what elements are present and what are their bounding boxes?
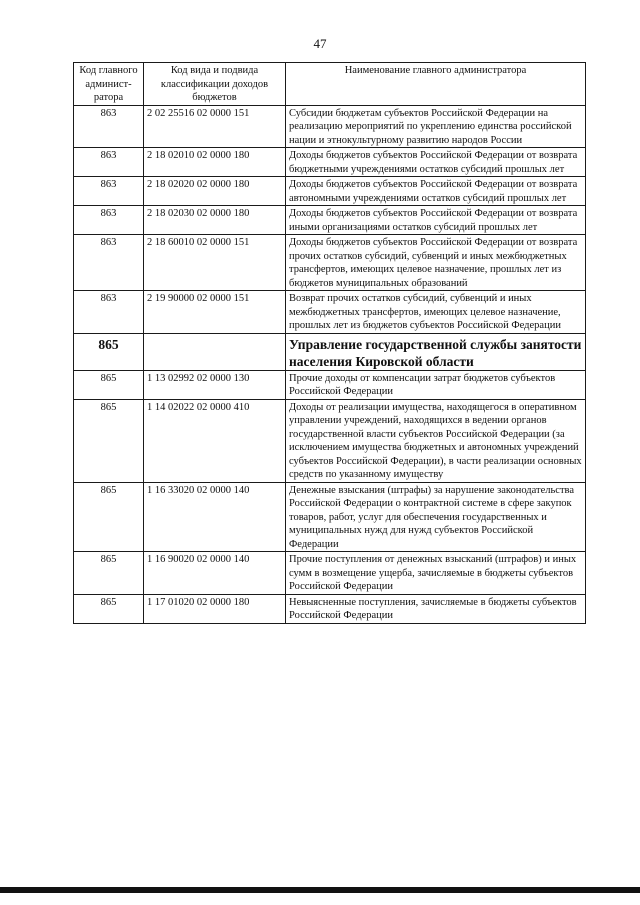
admin-name-cell: Доходы бюджетов субъектов Российской Федерации от возврата автономными учреждениями остатков субсидий прошлых лет (286, 177, 586, 206)
admin-name-cell: Невыясненные поступления, зачисляемые в бюджеты субъектов Российской Федерации (286, 594, 586, 623)
revenue-code-cell: 2 18 02030 02 0000 180 (144, 206, 286, 235)
revenue-code-cell: 1 17 01020 02 0000 180 (144, 594, 286, 623)
admin-code-cell: 865 (74, 333, 144, 370)
admin-code-cell: 865 (74, 552, 144, 595)
header-admin-name: Наименование главного администратора (286, 63, 586, 106)
table-row (74, 399, 586, 482)
revenue-code-cell: 1 14 02022 02 0000 410 (144, 399, 286, 482)
table-row (74, 235, 586, 291)
admin-code-cell: 865 (74, 594, 144, 623)
table-row (74, 482, 586, 552)
admin-code-cell: 865 (74, 399, 144, 482)
admin-code-cell: 863 (74, 206, 144, 235)
admin-code-cell: 863 (74, 235, 144, 291)
admin-name-cell: Доходы бюджетов субъектов Российской Федерации от возврата бюджетными учреждениями остатков субсидий прошлых лет (286, 148, 586, 177)
table-row (74, 105, 586, 148)
revenue-code-cell: 2 18 60010 02 0000 151 (144, 235, 286, 291)
admin-code-cell: 865 (74, 370, 144, 399)
table-row (74, 291, 586, 334)
header-revenue-code: Код вида и подвида классификации доходов бюджетов (144, 63, 286, 106)
table-row (74, 206, 586, 235)
page-number: 47 (313, 36, 327, 51)
table-section-row (74, 333, 586, 370)
table-body (74, 105, 586, 623)
table-header-row (74, 63, 586, 106)
revenue-administrators-table (73, 62, 586, 624)
admin-code-cell: 863 (74, 177, 144, 206)
admin-name-cell: Прочие поступления от денежных взысканий (штрафов) и иных сумм в возмещение ущерба, зачисляемые в бюджеты субъектов Российской Федерации (286, 552, 586, 595)
admin-name-cell: Управление государственной службы занятости населения Кировской области (286, 333, 586, 370)
admin-name-cell: Возврат прочих остатков субсидий, субвенций и иных межбюджетных трансфертов, имеющих целевое назначение, прошлых лет из бюджетов субъектов Российской Федерации (286, 291, 586, 334)
admin-name-cell: Прочие доходы от компенсации затрат бюджетов субъектов Российской Федерации (286, 370, 586, 399)
admin-name-cell: Доходы бюджетов субъектов Российской Федерации от возврата иными организациями остатков субсидий прошлых лет (286, 206, 586, 235)
admin-name-cell: Субсидии бюджетам субъектов Российской Федерации на реализацию мероприятий по укреплению единства российской нации и этнокультурному развитию народов России (286, 105, 586, 148)
scan-bottom-edge (0, 887, 640, 893)
table-row (74, 552, 586, 595)
revenue-code-cell: 2 18 02020 02 0000 180 (144, 177, 286, 206)
revenue-code-cell: 1 13 02992 02 0000 130 (144, 370, 286, 399)
admin-code-cell: 863 (74, 148, 144, 177)
admin-code-cell: 863 (74, 105, 144, 148)
admin-code-cell: 863 (74, 291, 144, 334)
revenue-code-cell: 2 02 25516 02 0000 151 (144, 105, 286, 148)
admin-name-cell: Доходы бюджетов субъектов Российской Федерации от возврата прочих остатков субсидий, субвенций и иных межбюджетных трансфертов, имеющих целевое назначение, прошлых лет из бюджетов муниципальных образований (286, 235, 586, 291)
table-row (74, 148, 586, 177)
table-row (74, 370, 586, 399)
table-row (74, 594, 586, 623)
revenue-code-cell: 2 19 90000 02 0000 151 (144, 291, 286, 334)
revenue-code-cell: 1 16 33020 02 0000 140 (144, 482, 286, 552)
admin-code-cell: 865 (74, 482, 144, 552)
admin-name-cell: Доходы от реализации имущества, находящегося в оперативном управлении учреждений, находящихся в ведении органов государственной власти субъектов Российской Федерации (за исключением имущества бюджетных и автономных учреждений субъектов Российской Федерации), в части реализации основных средств по указанному имуществу (286, 399, 586, 482)
revenue-code-cell (144, 333, 286, 370)
header-admin-code: Код главного админист-ратора (74, 63, 144, 106)
revenue-code-cell: 1 16 90020 02 0000 140 (144, 552, 286, 595)
table-row (74, 177, 586, 206)
revenue-code-cell: 2 18 02010 02 0000 180 (144, 148, 286, 177)
admin-name-cell: Денежные взыскания (штрафы) за нарушение законодательства Российской Федерации о контрактной системе в сфере закупок товаров, работ, услуг для обеспечения государственных и муниципальных нужд для нужд субъектов Российской Федерации (286, 482, 586, 552)
